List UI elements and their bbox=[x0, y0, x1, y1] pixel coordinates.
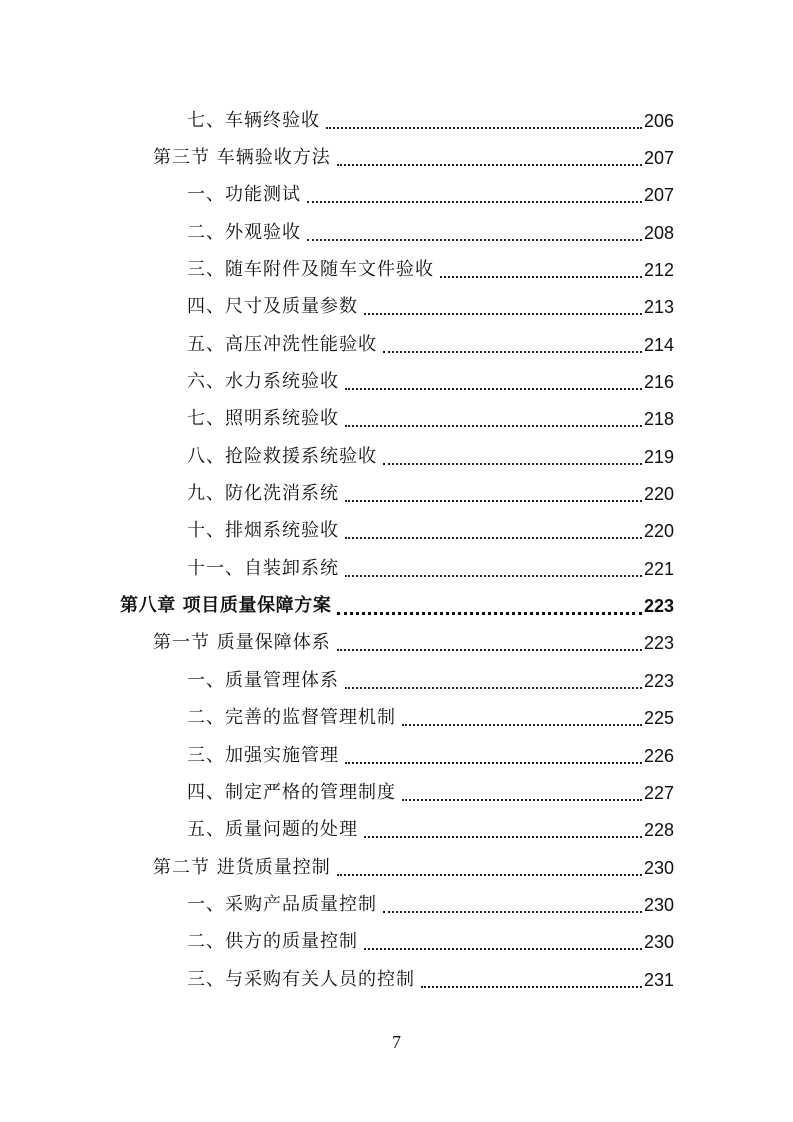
toc-entry-page: 219 bbox=[643, 446, 674, 467]
page-number: 7 bbox=[392, 1032, 401, 1052]
toc-entry[interactable] bbox=[0, 102, 793, 139]
dot-leader bbox=[345, 370, 642, 390]
dot-leader bbox=[326, 109, 642, 129]
toc-entry-title: 七、照明系统验收 bbox=[187, 408, 339, 430]
toc-entry-page: 223 bbox=[643, 670, 674, 691]
toc-entry[interactable] bbox=[0, 438, 793, 475]
dot-leader bbox=[383, 893, 642, 913]
toc-entry-title: 四、尺寸及质量参数 bbox=[187, 296, 358, 318]
toc-entry-page: 208 bbox=[643, 222, 674, 243]
toc-entry[interactable] bbox=[0, 550, 793, 587]
dot-leader bbox=[383, 333, 642, 353]
dot-leader bbox=[307, 183, 642, 203]
toc-entry[interactable] bbox=[0, 924, 793, 961]
toc-entry[interactable] bbox=[0, 700, 793, 737]
toc-entry-page: 207 bbox=[643, 148, 674, 169]
dot-leader bbox=[345, 669, 642, 689]
toc-entry-page: 226 bbox=[643, 745, 674, 766]
toc-entry-title: 一、质量管理体系 bbox=[187, 669, 339, 691]
toc-entry-page: 221 bbox=[643, 558, 674, 579]
dot-leader bbox=[402, 706, 642, 726]
toc-entry[interactable] bbox=[0, 812, 793, 849]
toc-entry[interactable] bbox=[0, 214, 793, 251]
dot-leader bbox=[364, 295, 642, 315]
toc-entry-title: 五、质量问题的处理 bbox=[187, 819, 358, 841]
toc-entry[interactable] bbox=[0, 961, 793, 998]
toc-entry-page: 220 bbox=[643, 484, 674, 505]
toc-entry-title: 三、加强实施管理 bbox=[187, 744, 339, 766]
toc-entry[interactable] bbox=[0, 475, 793, 512]
toc-entry-title: 第一节 质量保障体系 bbox=[153, 632, 331, 654]
dot-leader bbox=[364, 930, 642, 950]
dot-leader bbox=[345, 482, 642, 502]
toc-entry-title: 六、水力系统验收 bbox=[187, 371, 339, 393]
toc-entry-page: 227 bbox=[643, 782, 674, 803]
toc-entry-page: 230 bbox=[643, 932, 674, 953]
dot-leader bbox=[345, 407, 642, 427]
toc-entry-title: 九、防化洗消系统 bbox=[187, 483, 339, 505]
toc-entry[interactable] bbox=[0, 363, 793, 400]
toc-entry-page: 216 bbox=[643, 372, 674, 393]
toc-entry-title: 三、随车附件及随车文件验收 bbox=[187, 259, 434, 281]
dot-leader bbox=[337, 146, 642, 166]
toc-entry-title: 第八章 项目质量保障方案 bbox=[120, 595, 332, 617]
toc-entry[interactable] bbox=[0, 139, 793, 176]
toc-entry[interactable] bbox=[0, 326, 793, 363]
toc-entry-page: 214 bbox=[643, 334, 674, 355]
toc-entry-page: 230 bbox=[643, 894, 674, 915]
toc-entry-page: 231 bbox=[643, 969, 674, 990]
dot-leader bbox=[345, 557, 642, 577]
toc-entry-title: 一、功能测试 bbox=[187, 184, 301, 206]
dot-leader bbox=[337, 631, 642, 651]
toc-chapter-entry[interactable] bbox=[0, 587, 793, 624]
dot-leader bbox=[337, 856, 642, 876]
dot-leader bbox=[383, 445, 642, 465]
dot-leader bbox=[345, 519, 642, 539]
dot-leader bbox=[345, 744, 642, 764]
toc-entry-page: 207 bbox=[643, 185, 674, 206]
toc-entry-page: 223 bbox=[643, 596, 674, 617]
toc-entry-title: 第三节 车辆验收方法 bbox=[153, 147, 331, 169]
toc-entry-title: 四、制定严格的管理制度 bbox=[187, 781, 396, 803]
toc-entry-page: 206 bbox=[643, 110, 674, 131]
toc-entry-page: 223 bbox=[643, 633, 674, 654]
toc-entry-title: 十、排烟系统验收 bbox=[187, 520, 339, 542]
toc-entry[interactable] bbox=[0, 177, 793, 214]
toc-entry[interactable] bbox=[0, 886, 793, 923]
dot-leader bbox=[307, 221, 642, 241]
toc-entry-title: 二、供方的质量控制 bbox=[187, 931, 358, 953]
table-of-contents bbox=[0, 102, 793, 998]
toc-entry[interactable] bbox=[0, 737, 793, 774]
toc-entry[interactable] bbox=[0, 662, 793, 699]
toc-entry[interactable] bbox=[0, 251, 793, 288]
dot-leader bbox=[421, 968, 642, 988]
toc-entry[interactable] bbox=[0, 401, 793, 438]
toc-entry-title: 二、外观验收 bbox=[187, 221, 301, 243]
toc-entry-page: 230 bbox=[643, 857, 674, 878]
toc-entry[interactable] bbox=[0, 625, 793, 662]
dot-leader bbox=[440, 258, 642, 278]
dot-leader bbox=[337, 594, 641, 615]
toc-entry-title: 五、高压冲洗性能验收 bbox=[187, 333, 377, 355]
toc-entry-title: 三、与采购有关人员的控制 bbox=[187, 968, 415, 990]
toc-entry-page: 213 bbox=[643, 297, 674, 318]
toc-entry-title: 一、采购产品质量控制 bbox=[187, 893, 377, 915]
dot-leader bbox=[364, 818, 642, 838]
toc-entry-title: 十一、自装卸系统 bbox=[187, 557, 339, 579]
toc-entry-page: 212 bbox=[643, 260, 674, 281]
toc-entry-page: 225 bbox=[643, 708, 674, 729]
toc-entry-title: 八、抢险救援系统验收 bbox=[187, 445, 377, 467]
dot-leader bbox=[402, 781, 642, 801]
toc-entry-page: 218 bbox=[643, 409, 674, 430]
toc-entry[interactable] bbox=[0, 289, 793, 326]
toc-entry-page: 220 bbox=[643, 521, 674, 542]
toc-entry[interactable] bbox=[0, 849, 793, 886]
toc-entry-page: 228 bbox=[643, 820, 674, 841]
toc-entry-title: 第二节 进货质量控制 bbox=[153, 856, 331, 878]
toc-entry[interactable] bbox=[0, 513, 793, 550]
toc-entry-title: 二、完善的监督管理机制 bbox=[187, 707, 396, 729]
toc-entry[interactable] bbox=[0, 774, 793, 811]
toc-entry-title: 七、车辆终验收 bbox=[187, 109, 320, 131]
